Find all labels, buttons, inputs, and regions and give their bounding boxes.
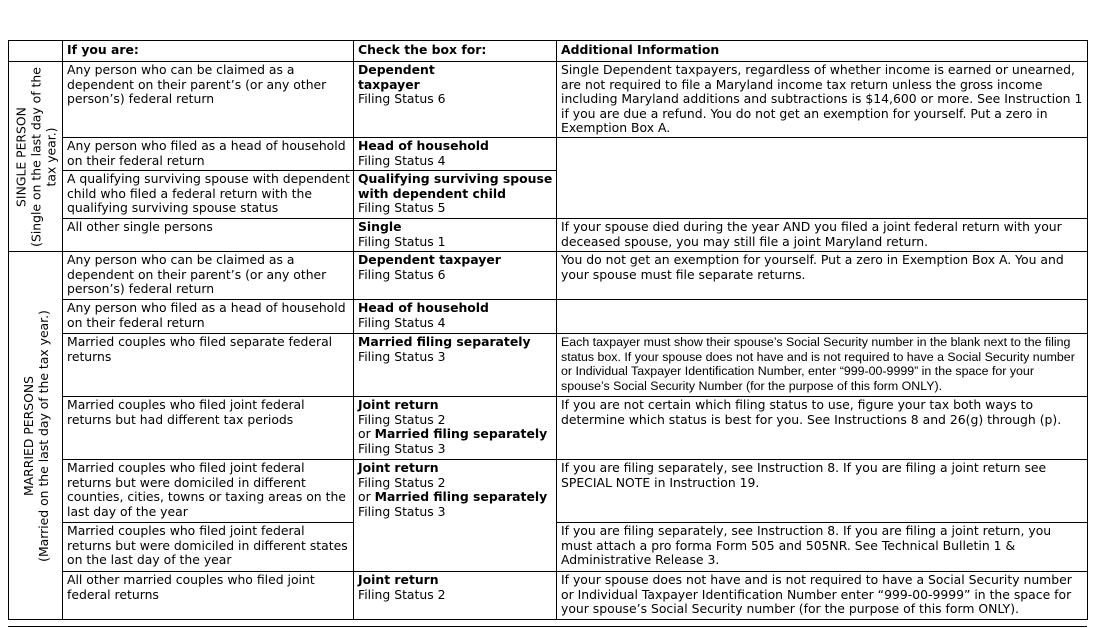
info-cell: If you are not certain which filing status to use, figure your tax both ways to determine which status is best for you. See Instructions 8 and 26(g) through (p). bbox=[557, 397, 1088, 460]
header-row bbox=[9, 41, 1088, 62]
info-cell bbox=[557, 300, 1088, 334]
header-blank bbox=[9, 41, 63, 62]
table-row bbox=[9, 300, 1088, 334]
info-cell: If your spouse died during the year AND you filed a joint federal return with your deceased spouse, you may still file a joint Maryland return. bbox=[557, 219, 1088, 252]
who-cell: Any person who can be claimed as a dependent on their parent’s (or any other person’s) federal return bbox=[63, 252, 354, 300]
info-cell: You do not get an exemption for yourself. Put a zero in Exemption Box A. You and your spouse must file separate returns. bbox=[557, 252, 1088, 300]
info-cell bbox=[557, 138, 1088, 219]
box-cell: Dependent taxpayer Filing Status 6 bbox=[354, 62, 557, 138]
box-cell: Joint return Filing Status 2 bbox=[354, 572, 557, 620]
who-cell: Married couples who filed joint federal returns but were domiciled in different counties, cities, towns or taxing areas on the last day of the year bbox=[63, 460, 354, 523]
table-row bbox=[9, 460, 1088, 523]
group-single-label: SINGLE PERSON (Single on the last day of the tax year.) bbox=[13, 66, 58, 247]
who-cell: Married couples who filed separate federal returns bbox=[63, 334, 354, 397]
table-row bbox=[9, 62, 1088, 138]
who-cell: Married couples who filed joint federal returns but were domiciled in different states on the last day of the year bbox=[63, 523, 354, 572]
table-row bbox=[9, 572, 1088, 620]
info-cell: If you are filing separately, see Instruction 8. If you are filing a joint return, you must attach a pro forma Form 505 and 505NR. See Technical Bulletin 1 & Administrative Release 3. bbox=[557, 523, 1088, 572]
box-cell: Joint return Filing Status 2 or Married filing separately Filing Status 3 bbox=[354, 460, 557, 572]
who-cell: Any person who filed as a head of household on their federal return bbox=[63, 300, 354, 334]
info-cell: Each taxpayer must show their spouse’s Social Security number in the blank next to the filing status box. If your spouse does not have and is not required to have a Social Security number or Individual Taxpayer Identification Number, enter “999-00-9999” in the space for your spouse’s Social Security Number (for the purpose of this form ONLY). bbox=[557, 334, 1088, 397]
table-row bbox=[9, 397, 1088, 460]
box-cell: Head of household Filing Status 4 bbox=[354, 138, 557, 171]
who-cell: Married couples who filed joint federal returns but had different tax periods bbox=[63, 397, 354, 460]
who-cell: All other single persons bbox=[63, 219, 354, 252]
table-row bbox=[9, 334, 1088, 397]
info-cell: Single Dependent taxpayers, regardless of whether income is earned or unearned, are not required to file a Maryland income tax return unless the gross income including Maryland additions and subtractions is $14,600 or more. See Instruction 1 if you are due a refund. You do not get an exemption for yourself. Put a zero in Exemption Box A. bbox=[557, 62, 1088, 138]
group-single bbox=[9, 62, 63, 252]
info-cell: If your spouse does not have and is not required to have a Social Security number or Individual Taxpayer Identification Number enter “999-00-9999” in the space for your spouse’s Social Security number (for the purpose of this form ONLY). bbox=[557, 572, 1088, 620]
header-check-box: Check the box for: bbox=[354, 41, 557, 62]
who-cell: A qualifying surviving spouse with dependent child who filed a federal return with the qualifying surviving spouse status bbox=[63, 171, 354, 219]
box-cell: Married filing separately Filing Status 3 bbox=[354, 334, 557, 397]
box-cell: Dependent taxpayer Filing Status 6 bbox=[354, 252, 557, 300]
filing-status-table bbox=[8, 40, 1088, 620]
box-cell: Joint return Filing Status 2 or Married filing separately Filing Status 3 bbox=[354, 397, 557, 460]
box-cell: Single Filing Status 1 bbox=[354, 219, 557, 252]
group-married bbox=[9, 252, 63, 620]
who-cell: All other married couples who filed joint federal returns bbox=[63, 572, 354, 620]
table-row bbox=[9, 252, 1088, 300]
who-cell: Any person who can be claimed as a dependent on their parent’s (or any other person’s) federal return bbox=[63, 62, 354, 138]
box-cell: Qualifying surviving spouse with dependent child Filing Status 5 bbox=[354, 171, 557, 219]
who-cell: Any person who filed as a head of household on their federal return bbox=[63, 138, 354, 171]
header-if-you-are: If you are: bbox=[63, 41, 354, 62]
group-married-label: MARRIED PERSONS (Married on the last day of the tax year.) bbox=[20, 309, 51, 562]
table-row bbox=[9, 138, 1088, 171]
box-cell: Head of household Filing Status 4 bbox=[354, 300, 557, 334]
info-cell: If you are filing separately, see Instruction 8. If you are filing a joint return see SPECIAL NOTE in Instruction 19. bbox=[557, 460, 1088, 523]
header-additional-info: Additional Information bbox=[557, 41, 1088, 62]
table-row bbox=[9, 219, 1088, 252]
bottom-rule bbox=[8, 626, 1087, 627]
